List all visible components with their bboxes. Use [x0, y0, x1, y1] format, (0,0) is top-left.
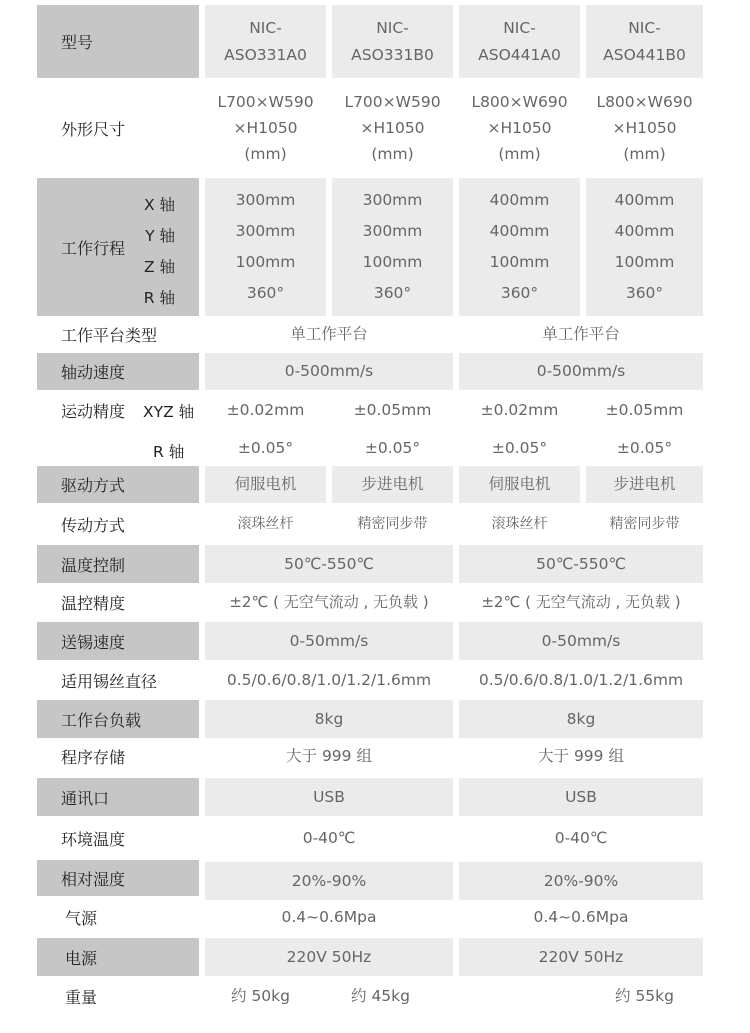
axis-speed-cell	[459, 353, 703, 390]
model-label-cell	[37, 5, 199, 78]
precision-xyz-value: ±0.02mm	[480, 400, 559, 419]
power-cell	[205, 938, 453, 976]
travel-axis: Z 轴	[143, 258, 175, 276]
precision-xyz-cell	[459, 392, 580, 428]
power-value: 220V 50Hz	[538, 947, 624, 966]
travel-axis-list	[144, 190, 175, 314]
precision-r-cell	[332, 432, 453, 464]
storage-label-cell	[37, 739, 199, 774]
air-label-cell	[37, 899, 199, 935]
precision-r-value: ±0.05°	[364, 438, 421, 457]
temp-precision-value: ±2℃ ( 无空气流动 , 无负载 )	[481, 592, 681, 611]
comm-value: USB	[313, 787, 345, 806]
precision-xyz-value: ±0.05mm	[353, 400, 432, 419]
platform-cell	[205, 318, 453, 350]
weight-cell	[200, 978, 321, 1014]
env-temp-label-cell	[37, 820, 199, 857]
size-line: ×H1050	[612, 119, 677, 137]
env-temp-cell	[205, 820, 453, 857]
travel-value: 360°	[500, 284, 539, 302]
travel-cell	[586, 178, 703, 316]
transmission-cell	[459, 506, 580, 543]
precision-r-value: ±0.05°	[616, 438, 673, 457]
transmission-cell	[332, 506, 453, 543]
drive-cell	[459, 466, 580, 503]
air-value: 0.4~0.6Mpa	[533, 907, 629, 926]
axis-speed-label: 轴动速度	[61, 363, 126, 382]
temp-precision-label-cell	[37, 585, 199, 619]
model-part: ASO441A0	[478, 45, 561, 64]
temp-precision-cell	[205, 585, 453, 619]
travel-value: 300mm	[362, 222, 423, 240]
load-value: 8kg	[566, 709, 596, 728]
transmission-cell	[586, 506, 703, 543]
travel-axis: X 轴	[143, 196, 175, 214]
wire-label: 适用锡丝直径	[61, 672, 158, 691]
transmission-value: 滚珠丝杆	[491, 516, 548, 532]
env-temp-label: 环境温度	[61, 830, 126, 849]
air-label: 气源	[65, 908, 98, 928]
precision-xyz-value: ±0.02mm	[226, 400, 305, 419]
size-line: L700×W590	[344, 93, 441, 111]
size-label-cell	[37, 84, 199, 172]
transmission-value: 精密同步带	[357, 516, 428, 532]
env-temp-value: 0-40℃	[554, 829, 608, 847]
model-cell	[332, 5, 453, 78]
weight-label: 重量	[65, 987, 98, 1007]
env-temp-value: 0-40℃	[302, 829, 356, 847]
size-line: ×H1050	[360, 119, 425, 137]
travel-cell	[459, 178, 580, 316]
travel-value: 400mm	[489, 191, 550, 209]
temp-precision-value: ±2℃ ( 无空气流动 , 无负载 )	[229, 592, 429, 611]
platform-label: 工作平台类型	[61, 325, 158, 345]
drive-label-cell	[37, 466, 199, 503]
travel-value: 100mm	[614, 253, 675, 271]
humidity-cell	[459, 862, 703, 900]
comm-label: 通讯口	[61, 788, 110, 808]
load-cell	[459, 700, 703, 738]
travel-value: 100mm	[362, 253, 423, 271]
travel-value: 400mm	[614, 191, 675, 209]
drive-value: 伺服电机	[488, 475, 551, 493]
weight-value: 约 50kg	[231, 986, 290, 1005]
precision-xyz-cell	[205, 392, 326, 428]
travel-cell	[332, 178, 453, 316]
env-temp-cell	[459, 820, 703, 857]
tin-speed-value: 0-50mm/s	[541, 631, 621, 650]
model-part: NIC-	[628, 18, 661, 37]
transmission-label-cell	[37, 506, 199, 543]
axis-speed-value: 0-500mm/s	[284, 362, 374, 380]
transmission-cell	[205, 506, 326, 543]
wire-label-cell	[37, 662, 199, 699]
storage-cell	[205, 739, 453, 774]
model-cell	[459, 5, 580, 78]
transmission-label: 传动方式	[61, 516, 126, 535]
platform-label-cell	[37, 318, 199, 350]
tin-speed-label: 送锡速度	[61, 632, 126, 652]
travel-value: 360°	[373, 284, 412, 302]
drive-cell	[586, 466, 703, 503]
travel-value: 100mm	[489, 253, 550, 271]
wire-value: 0.5/0.6/0.8/1.0/1.2/1.6mm	[478, 671, 684, 689]
model-part: NIC-	[249, 18, 282, 37]
size-cell	[332, 84, 453, 172]
drive-value: 步进电机	[613, 475, 676, 493]
power-label: 电源	[65, 948, 98, 968]
travel-label: 工作行程	[61, 238, 126, 258]
air-value: 0.4~0.6Mpa	[281, 907, 377, 926]
model-cell	[205, 5, 326, 78]
humidity-value: 20%-90%	[291, 871, 367, 890]
weight-label-cell	[37, 978, 199, 1014]
model-label: 型号	[61, 33, 94, 52]
humidity-value: 20%-90%	[543, 871, 619, 890]
weight-value: 约 55kg	[615, 986, 674, 1005]
humidity-label: 相对湿度	[61, 869, 126, 889]
model-part: NIC-	[376, 18, 409, 37]
model-part: ASO331A0	[224, 45, 307, 64]
platform-value: 单工作平台	[542, 324, 620, 343]
travel-value: 400mm	[614, 222, 675, 240]
transmission-value: 滚珠丝杆	[237, 516, 294, 532]
load-label: 工作台负载	[61, 710, 142, 730]
precision-xyz-cell	[586, 392, 703, 428]
comm-label-cell	[37, 778, 199, 816]
travel-value: 100mm	[235, 253, 296, 271]
drive-value: 伺服电机	[234, 475, 297, 493]
size-cell	[586, 84, 703, 172]
tin-speed-cell	[205, 622, 453, 660]
model-cell	[586, 5, 703, 78]
size-cell	[459, 84, 580, 172]
drive-cell	[332, 466, 453, 503]
temp-precision-label: 温控精度	[61, 593, 126, 613]
size-line: L800×W690	[471, 93, 568, 111]
precision-r-cell	[459, 432, 580, 464]
drive-cell	[205, 466, 326, 503]
storage-label: 程序存储	[61, 748, 126, 767]
comm-value: USB	[565, 787, 597, 806]
drive-value: 步进电机	[361, 475, 424, 493]
comm-cell	[205, 778, 453, 816]
platform-value: 单工作平台	[290, 324, 368, 343]
travel-axis: R 轴	[143, 289, 175, 307]
temp-control-value: 50℃-550℃	[536, 554, 626, 573]
size-line: ×H1050	[233, 119, 298, 137]
load-cell	[205, 700, 453, 738]
load-label-cell	[37, 700, 199, 738]
air-cell	[459, 899, 703, 935]
wire-cell	[205, 662, 453, 699]
power-label-cell	[37, 938, 199, 976]
axis-speed-value: 0-500mm/s	[536, 362, 626, 380]
tin-speed-cell	[459, 622, 703, 660]
platform-cell	[459, 318, 703, 350]
precision-xyz-label: XYZ 轴	[143, 403, 195, 421]
axis-speed-label-cell	[37, 353, 199, 390]
axis-speed-cell	[205, 353, 453, 390]
model-part: ASO441B0	[603, 45, 686, 64]
travel-value: 360°	[246, 284, 285, 302]
precision-r-value: ±0.05°	[237, 438, 294, 457]
size-line: ×H1050	[487, 119, 552, 137]
humidity-cell	[205, 862, 453, 900]
precision-xyz-value: ±0.05mm	[605, 400, 684, 419]
air-cell	[205, 899, 453, 935]
wire-value: 0.5/0.6/0.8/1.0/1.2/1.6mm	[226, 671, 432, 689]
precision-r-cell	[205, 432, 326, 464]
tin-speed-value: 0-50mm/s	[289, 631, 369, 650]
temp-precision-cell	[459, 585, 703, 619]
size-line: (mm)	[623, 145, 666, 163]
size-line: L800×W690	[596, 93, 693, 111]
storage-cell	[459, 739, 703, 774]
travel-value: 300mm	[362, 191, 423, 209]
humidity-label-cell	[37, 860, 199, 896]
size-line: L700×W590	[217, 93, 314, 111]
temp-control-label: 温度控制	[61, 555, 126, 575]
model-part: ASO331B0	[351, 45, 434, 64]
transmission-value: 精密同步带	[609, 516, 680, 532]
precision-xyz-cell	[332, 392, 453, 428]
weight-cell	[320, 978, 441, 1014]
travel-axis: Y 轴	[145, 227, 175, 245]
temp-control-label-cell	[37, 545, 199, 583]
temp-control-cell	[459, 545, 703, 583]
precision-label: 运动精度	[61, 401, 126, 421]
size-line: (mm)	[498, 145, 541, 163]
precision-r-value: ±0.05°	[491, 438, 548, 457]
travel-value: 400mm	[489, 222, 550, 240]
load-value: 8kg	[314, 709, 344, 728]
storage-value: 大于 999 组	[286, 747, 372, 765]
travel-value: 360°	[625, 284, 664, 302]
precision-r-cell	[586, 432, 703, 464]
temp-control-value: 50℃-550℃	[284, 554, 374, 573]
storage-value: 大于 999 组	[538, 747, 624, 765]
travel-value: 300mm	[235, 222, 296, 240]
travel-label-cell	[37, 178, 199, 316]
power-value: 220V 50Hz	[286, 947, 372, 966]
weight-value: 约 45kg	[351, 986, 410, 1005]
power-cell	[459, 938, 703, 976]
comm-cell	[459, 778, 703, 816]
size-line: (mm)	[371, 145, 414, 163]
size-label: 外形尺寸	[61, 119, 126, 139]
temp-control-cell	[205, 545, 453, 583]
precision-r-label: R 轴	[153, 443, 185, 461]
size-line: (mm)	[244, 145, 287, 163]
weight-cell	[586, 978, 703, 1014]
size-cell	[205, 84, 326, 172]
travel-cell	[205, 178, 326, 316]
travel-value: 300mm	[235, 191, 296, 209]
model-part: NIC-	[503, 18, 536, 37]
drive-label: 驱动方式	[61, 476, 126, 495]
wire-cell	[459, 662, 703, 699]
tin-speed-label-cell	[37, 622, 199, 660]
